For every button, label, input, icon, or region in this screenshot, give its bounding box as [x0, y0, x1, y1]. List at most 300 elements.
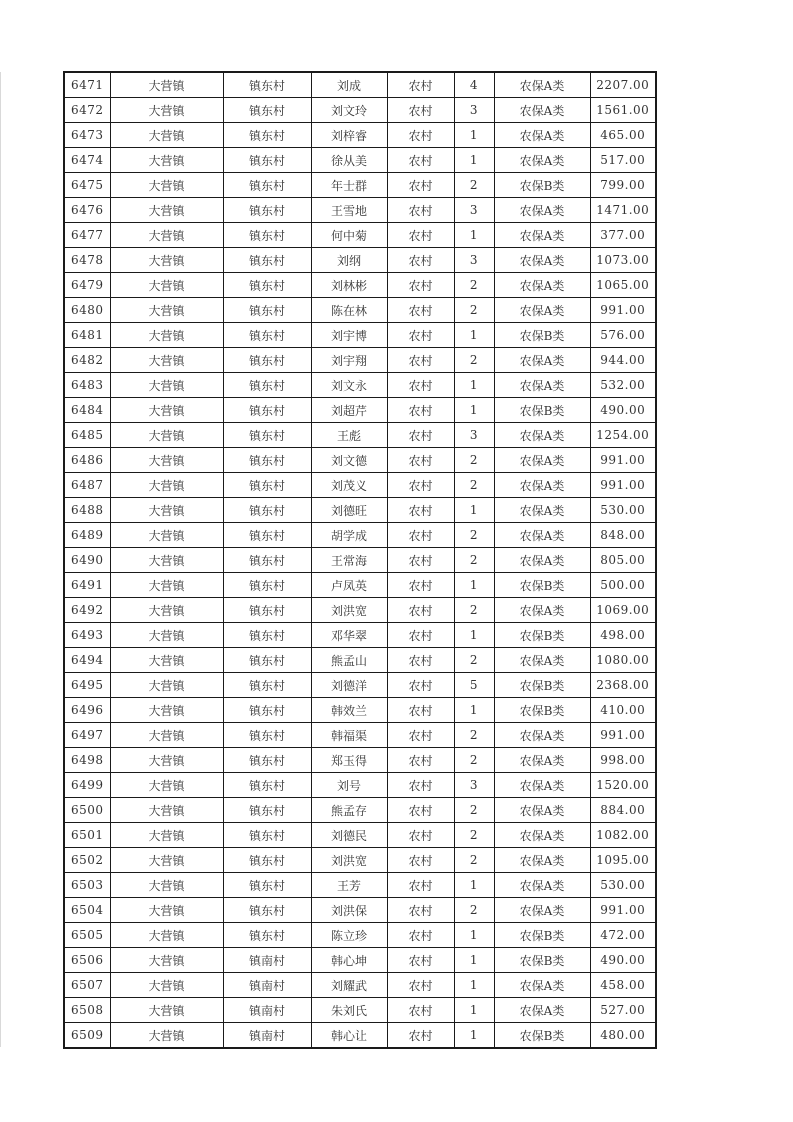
cell-name: 何中菊: [311, 223, 387, 248]
cell-residence: 农村: [387, 173, 454, 198]
cell-id: 6484: [64, 398, 110, 423]
cell-village: 镇东村: [223, 923, 311, 948]
cell-village: 镇东村: [223, 573, 311, 598]
cell-amount: 377.00: [590, 223, 656, 248]
cell-amount: 1561.00: [590, 98, 656, 123]
cell-amount: 458.00: [590, 973, 656, 998]
cell-amount: 472.00: [590, 923, 656, 948]
cell-count: 3: [454, 248, 494, 273]
cell-amount: 465.00: [590, 123, 656, 148]
cell-count: 1: [454, 123, 494, 148]
cell-category: 农保B类: [494, 948, 590, 973]
cell-amount: 805.00: [590, 548, 656, 573]
cell-name: 邓华翠: [311, 623, 387, 648]
cell-amount: 1254.00: [590, 423, 656, 448]
cell-village: 镇东村: [223, 623, 311, 648]
cell-town: 大营镇: [110, 348, 223, 373]
cell-count: 2: [454, 723, 494, 748]
cell-name: 刘文德: [311, 448, 387, 473]
cell-residence: 农村: [387, 72, 454, 98]
cell-category: 农保A类: [494, 648, 590, 673]
cell-category: 农保A类: [494, 748, 590, 773]
table-row: [64, 723, 656, 748]
cell-town: 大营镇: [110, 973, 223, 998]
cell-count: 3: [454, 423, 494, 448]
table-row: [64, 398, 656, 423]
cell-town: 大营镇: [110, 473, 223, 498]
cell-name: 刘德洋: [311, 673, 387, 698]
cell-id: 6493: [64, 623, 110, 648]
cell-amount: 998.00: [590, 748, 656, 773]
cell-village: 镇东村: [223, 298, 311, 323]
table-row: [64, 548, 656, 573]
cell-id: 6481: [64, 323, 110, 348]
cell-name: 郑玉得: [311, 748, 387, 773]
cell-count: 5: [454, 673, 494, 698]
cell-category: 农保A类: [494, 498, 590, 523]
cell-amount: 527.00: [590, 998, 656, 1023]
cell-name: 陈立珍: [311, 923, 387, 948]
cell-residence: 农村: [387, 323, 454, 348]
cell-category: 农保A类: [494, 98, 590, 123]
cell-count: 1: [454, 573, 494, 598]
cell-id: 6490: [64, 548, 110, 573]
cell-category: 农保B类: [494, 173, 590, 198]
cell-id: 6496: [64, 698, 110, 723]
cell-town: 大营镇: [110, 323, 223, 348]
cell-town: 大营镇: [110, 298, 223, 323]
cell-name: 胡学成: [311, 523, 387, 548]
cell-amount: 991.00: [590, 298, 656, 323]
cell-category: 农保A类: [494, 848, 590, 873]
cell-count: 4: [454, 72, 494, 98]
cell-amount: 490.00: [590, 948, 656, 973]
cell-id: 6487: [64, 473, 110, 498]
cell-residence: 农村: [387, 773, 454, 798]
table-row: [64, 98, 656, 123]
cell-category: 农保A类: [494, 548, 590, 573]
cell-count: 2: [454, 648, 494, 673]
cell-name: 熊孟山: [311, 648, 387, 673]
cell-category: 农保A类: [494, 898, 590, 923]
cell-amount: 1073.00: [590, 248, 656, 273]
table-row: [64, 523, 656, 548]
cell-category: 农保A类: [494, 423, 590, 448]
cell-category: 农保B类: [494, 1023, 590, 1049]
cell-category: 农保A类: [494, 348, 590, 373]
page-edge-line: [0, 72, 1, 1047]
cell-count: 1: [454, 323, 494, 348]
cell-amount: 991.00: [590, 473, 656, 498]
cell-id: 6483: [64, 373, 110, 398]
cell-amount: 1095.00: [590, 848, 656, 873]
cell-village: 镇东村: [223, 248, 311, 273]
cell-name: 刘洪宽: [311, 848, 387, 873]
cell-category: 农保A类: [494, 873, 590, 898]
cell-name: 刘成: [311, 72, 387, 98]
cell-amount: 410.00: [590, 698, 656, 723]
cell-category: 农保A类: [494, 373, 590, 398]
table-row: [64, 273, 656, 298]
cell-name: 王雪地: [311, 198, 387, 223]
cell-village: 镇东村: [223, 748, 311, 773]
cell-town: 大营镇: [110, 98, 223, 123]
cell-residence: 农村: [387, 973, 454, 998]
cell-residence: 农村: [387, 673, 454, 698]
cell-amount: 530.00: [590, 873, 656, 898]
cell-residence: 农村: [387, 148, 454, 173]
table-row: [64, 148, 656, 173]
cell-residence: 农村: [387, 698, 454, 723]
cell-name: 年士群: [311, 173, 387, 198]
cell-residence: 农村: [387, 373, 454, 398]
cell-id: 6475: [64, 173, 110, 198]
cell-village: 镇东村: [223, 223, 311, 248]
cell-amount: 530.00: [590, 498, 656, 523]
cell-count: 1: [454, 948, 494, 973]
cell-count: 2: [454, 273, 494, 298]
cell-residence: 农村: [387, 798, 454, 823]
cell-category: 农保B类: [494, 323, 590, 348]
cell-id: 6502: [64, 848, 110, 873]
cell-village: 镇东村: [223, 273, 311, 298]
table-row: [64, 923, 656, 948]
cell-village: 镇东村: [223, 898, 311, 923]
cell-id: 6498: [64, 748, 110, 773]
cell-name: 刘德旺: [311, 498, 387, 523]
cell-id: 6480: [64, 298, 110, 323]
cell-category: 农保B类: [494, 923, 590, 948]
cell-village: 镇东村: [223, 123, 311, 148]
table-row: [64, 848, 656, 873]
cell-village: 镇东村: [223, 698, 311, 723]
cell-id: 6491: [64, 573, 110, 598]
cell-residence: 农村: [387, 998, 454, 1023]
cell-residence: 农村: [387, 948, 454, 973]
cell-category: 农保A类: [494, 598, 590, 623]
cell-id: 6499: [64, 773, 110, 798]
cell-category: 农保A类: [494, 298, 590, 323]
cell-category: 农保A类: [494, 973, 590, 998]
cell-residence: 农村: [387, 523, 454, 548]
table-row: [64, 498, 656, 523]
cell-village: 镇东村: [223, 773, 311, 798]
cell-id: 6492: [64, 598, 110, 623]
cell-town: 大营镇: [110, 223, 223, 248]
cell-town: 大营镇: [110, 923, 223, 948]
cell-amount: 884.00: [590, 798, 656, 823]
cell-category: 农保B类: [494, 698, 590, 723]
cell-count: 1: [454, 623, 494, 648]
cell-count: 1: [454, 398, 494, 423]
cell-count: 1: [454, 998, 494, 1023]
cell-village: 镇东村: [223, 823, 311, 848]
cell-count: 2: [454, 523, 494, 548]
cell-count: 1: [454, 498, 494, 523]
table-row: [64, 773, 656, 798]
cell-count: 2: [454, 748, 494, 773]
cell-count: 1: [454, 973, 494, 998]
cell-category: 农保A类: [494, 198, 590, 223]
cell-residence: 农村: [387, 348, 454, 373]
cell-count: 2: [454, 173, 494, 198]
cell-id: 6486: [64, 448, 110, 473]
cell-count: 2: [454, 473, 494, 498]
cell-town: 大营镇: [110, 948, 223, 973]
table-row: [64, 323, 656, 348]
table-row: [64, 973, 656, 998]
cell-name: 刘林彬: [311, 273, 387, 298]
cell-name: 徐从美: [311, 148, 387, 173]
cell-town: 大营镇: [110, 723, 223, 748]
cell-count: 2: [454, 598, 494, 623]
cell-name: 朱刘氏: [311, 998, 387, 1023]
cell-town: 大营镇: [110, 373, 223, 398]
table-row: [64, 873, 656, 898]
cell-count: 3: [454, 773, 494, 798]
cell-count: 1: [454, 373, 494, 398]
cell-id: 6474: [64, 148, 110, 173]
cell-village: 镇东村: [223, 798, 311, 823]
cell-village: 镇东村: [223, 673, 311, 698]
table-row: [64, 448, 656, 473]
cell-residence: 农村: [387, 423, 454, 448]
cell-count: 1: [454, 223, 494, 248]
cell-village: 镇东村: [223, 423, 311, 448]
cell-id: 6489: [64, 523, 110, 548]
cell-id: 6500: [64, 798, 110, 823]
cell-residence: 农村: [387, 873, 454, 898]
cell-category: 农保A类: [494, 72, 590, 98]
cell-town: 大营镇: [110, 448, 223, 473]
table-row: [64, 1023, 656, 1049]
cell-village: 镇东村: [223, 148, 311, 173]
cell-village: 镇东村: [223, 348, 311, 373]
cell-residence: 农村: [387, 473, 454, 498]
cell-residence: 农村: [387, 448, 454, 473]
table-body: [64, 72, 656, 1048]
cell-village: 镇东村: [223, 848, 311, 873]
table-row: [64, 598, 656, 623]
cell-village: 镇东村: [223, 473, 311, 498]
cell-name: 刘耀武: [311, 973, 387, 998]
table-row: [64, 898, 656, 923]
table-row: [64, 72, 656, 98]
cell-id: 6482: [64, 348, 110, 373]
cell-name: 刘洪宽: [311, 598, 387, 623]
cell-residence: 农村: [387, 648, 454, 673]
cell-amount: 1082.00: [590, 823, 656, 848]
cell-town: 大营镇: [110, 773, 223, 798]
cell-amount: 498.00: [590, 623, 656, 648]
cell-residence: 农村: [387, 248, 454, 273]
cell-count: 3: [454, 198, 494, 223]
cell-name: 韩效兰: [311, 698, 387, 723]
cell-town: 大营镇: [110, 1023, 223, 1049]
cell-amount: 848.00: [590, 523, 656, 548]
cell-category: 农保A类: [494, 273, 590, 298]
cell-count: 3: [454, 98, 494, 123]
cell-town: 大营镇: [110, 998, 223, 1023]
cell-id: 6479: [64, 273, 110, 298]
cell-category: 农保A类: [494, 798, 590, 823]
cell-amount: 991.00: [590, 723, 656, 748]
cell-village: 镇东村: [223, 72, 311, 98]
cell-count: 2: [454, 548, 494, 573]
cell-town: 大营镇: [110, 698, 223, 723]
cell-amount: 1471.00: [590, 198, 656, 223]
cell-amount: 944.00: [590, 348, 656, 373]
cell-name: 王彪: [311, 423, 387, 448]
cell-village: 镇东村: [223, 523, 311, 548]
table-row: [64, 473, 656, 498]
cell-id: 6506: [64, 948, 110, 973]
table-row: [64, 298, 656, 323]
cell-residence: 农村: [387, 298, 454, 323]
cell-town: 大营镇: [110, 898, 223, 923]
cell-count: 2: [454, 898, 494, 923]
cell-town: 大营镇: [110, 748, 223, 773]
cell-name: 韩福渠: [311, 723, 387, 748]
cell-id: 6503: [64, 873, 110, 898]
cell-town: 大营镇: [110, 598, 223, 623]
cell-town: 大营镇: [110, 273, 223, 298]
cell-village: 镇东村: [223, 598, 311, 623]
cell-category: 农保A类: [494, 123, 590, 148]
cell-village: 镇东村: [223, 173, 311, 198]
cell-residence: 农村: [387, 98, 454, 123]
cell-amount: 1080.00: [590, 648, 656, 673]
cell-id: 6501: [64, 823, 110, 848]
cell-village: 镇东村: [223, 198, 311, 223]
cell-id: 6494: [64, 648, 110, 673]
cell-residence: 农村: [387, 398, 454, 423]
cell-category: 农保B类: [494, 573, 590, 598]
cell-residence: 农村: [387, 623, 454, 648]
cell-name: 韩心坤: [311, 948, 387, 973]
cell-count: 1: [454, 1023, 494, 1049]
table-row: [64, 673, 656, 698]
table-row: [64, 798, 656, 823]
table-row: [64, 573, 656, 598]
cell-id: 6477: [64, 223, 110, 248]
table-row: [64, 623, 656, 648]
cell-category: 农保A类: [494, 523, 590, 548]
cell-town: 大营镇: [110, 523, 223, 548]
cell-amount: 2368.00: [590, 673, 656, 698]
cell-village: 镇东村: [223, 723, 311, 748]
table-row: [64, 948, 656, 973]
cell-village: 镇东村: [223, 448, 311, 473]
cell-town: 大营镇: [110, 648, 223, 673]
cell-id: 6497: [64, 723, 110, 748]
cell-id: 6485: [64, 423, 110, 448]
cell-village: 镇南村: [223, 948, 311, 973]
table-row: [64, 223, 656, 248]
cell-amount: 532.00: [590, 373, 656, 398]
cell-id: 6509: [64, 1023, 110, 1049]
table-row: [64, 248, 656, 273]
cell-count: 1: [454, 148, 494, 173]
table-row: [64, 698, 656, 723]
cell-residence: 农村: [387, 848, 454, 873]
cell-residence: 农村: [387, 923, 454, 948]
cell-amount: 991.00: [590, 898, 656, 923]
cell-id: 6471: [64, 72, 110, 98]
cell-amount: 1069.00: [590, 598, 656, 623]
cell-residence: 农村: [387, 573, 454, 598]
cell-category: 农保A类: [494, 473, 590, 498]
cell-town: 大营镇: [110, 498, 223, 523]
cell-amount: 799.00: [590, 173, 656, 198]
cell-category: 农保B类: [494, 623, 590, 648]
cell-name: 刘德民: [311, 823, 387, 848]
cell-town: 大营镇: [110, 198, 223, 223]
cell-count: 2: [454, 348, 494, 373]
cell-category: 农保B类: [494, 398, 590, 423]
cell-name: 刘梓睿: [311, 123, 387, 148]
cell-name: 王常海: [311, 548, 387, 573]
table-row: [64, 748, 656, 773]
table-row: [64, 423, 656, 448]
cell-town: 大营镇: [110, 72, 223, 98]
cell-amount: 1065.00: [590, 273, 656, 298]
cell-category: 农保A类: [494, 723, 590, 748]
cell-name: 熊孟存: [311, 798, 387, 823]
cell-id: 6504: [64, 898, 110, 923]
cell-name: 陈在林: [311, 298, 387, 323]
cell-id: 6476: [64, 198, 110, 223]
cell-village: 镇南村: [223, 1023, 311, 1049]
table-row: [64, 373, 656, 398]
cell-town: 大营镇: [110, 548, 223, 573]
cell-amount: 991.00: [590, 448, 656, 473]
table-row: [64, 173, 656, 198]
cell-residence: 农村: [387, 823, 454, 848]
cell-name: 刘超芹: [311, 398, 387, 423]
cell-town: 大营镇: [110, 823, 223, 848]
cell-town: 大营镇: [110, 673, 223, 698]
cell-id: 6473: [64, 123, 110, 148]
insurance-record-table: [63, 71, 657, 1049]
cell-id: 6495: [64, 673, 110, 698]
cell-name: 刘宇博: [311, 323, 387, 348]
cell-count: 1: [454, 698, 494, 723]
cell-residence: 农村: [387, 548, 454, 573]
cell-residence: 农村: [387, 498, 454, 523]
table-row: [64, 648, 656, 673]
cell-amount: 490.00: [590, 398, 656, 423]
cell-amount: 1520.00: [590, 773, 656, 798]
table-row: [64, 998, 656, 1023]
cell-residence: 农村: [387, 223, 454, 248]
cell-town: 大营镇: [110, 573, 223, 598]
cell-name: 韩心让: [311, 1023, 387, 1049]
cell-amount: 2207.00: [590, 72, 656, 98]
cell-id: 6505: [64, 923, 110, 948]
cell-category: 农保A类: [494, 823, 590, 848]
cell-town: 大营镇: [110, 398, 223, 423]
cell-name: 刘宇翔: [311, 348, 387, 373]
cell-category: 农保A类: [494, 223, 590, 248]
cell-town: 大营镇: [110, 848, 223, 873]
cell-village: 镇东村: [223, 398, 311, 423]
cell-category: 农保A类: [494, 998, 590, 1023]
table-row: [64, 823, 656, 848]
cell-id: 6488: [64, 498, 110, 523]
cell-town: 大营镇: [110, 798, 223, 823]
cell-id: 6507: [64, 973, 110, 998]
